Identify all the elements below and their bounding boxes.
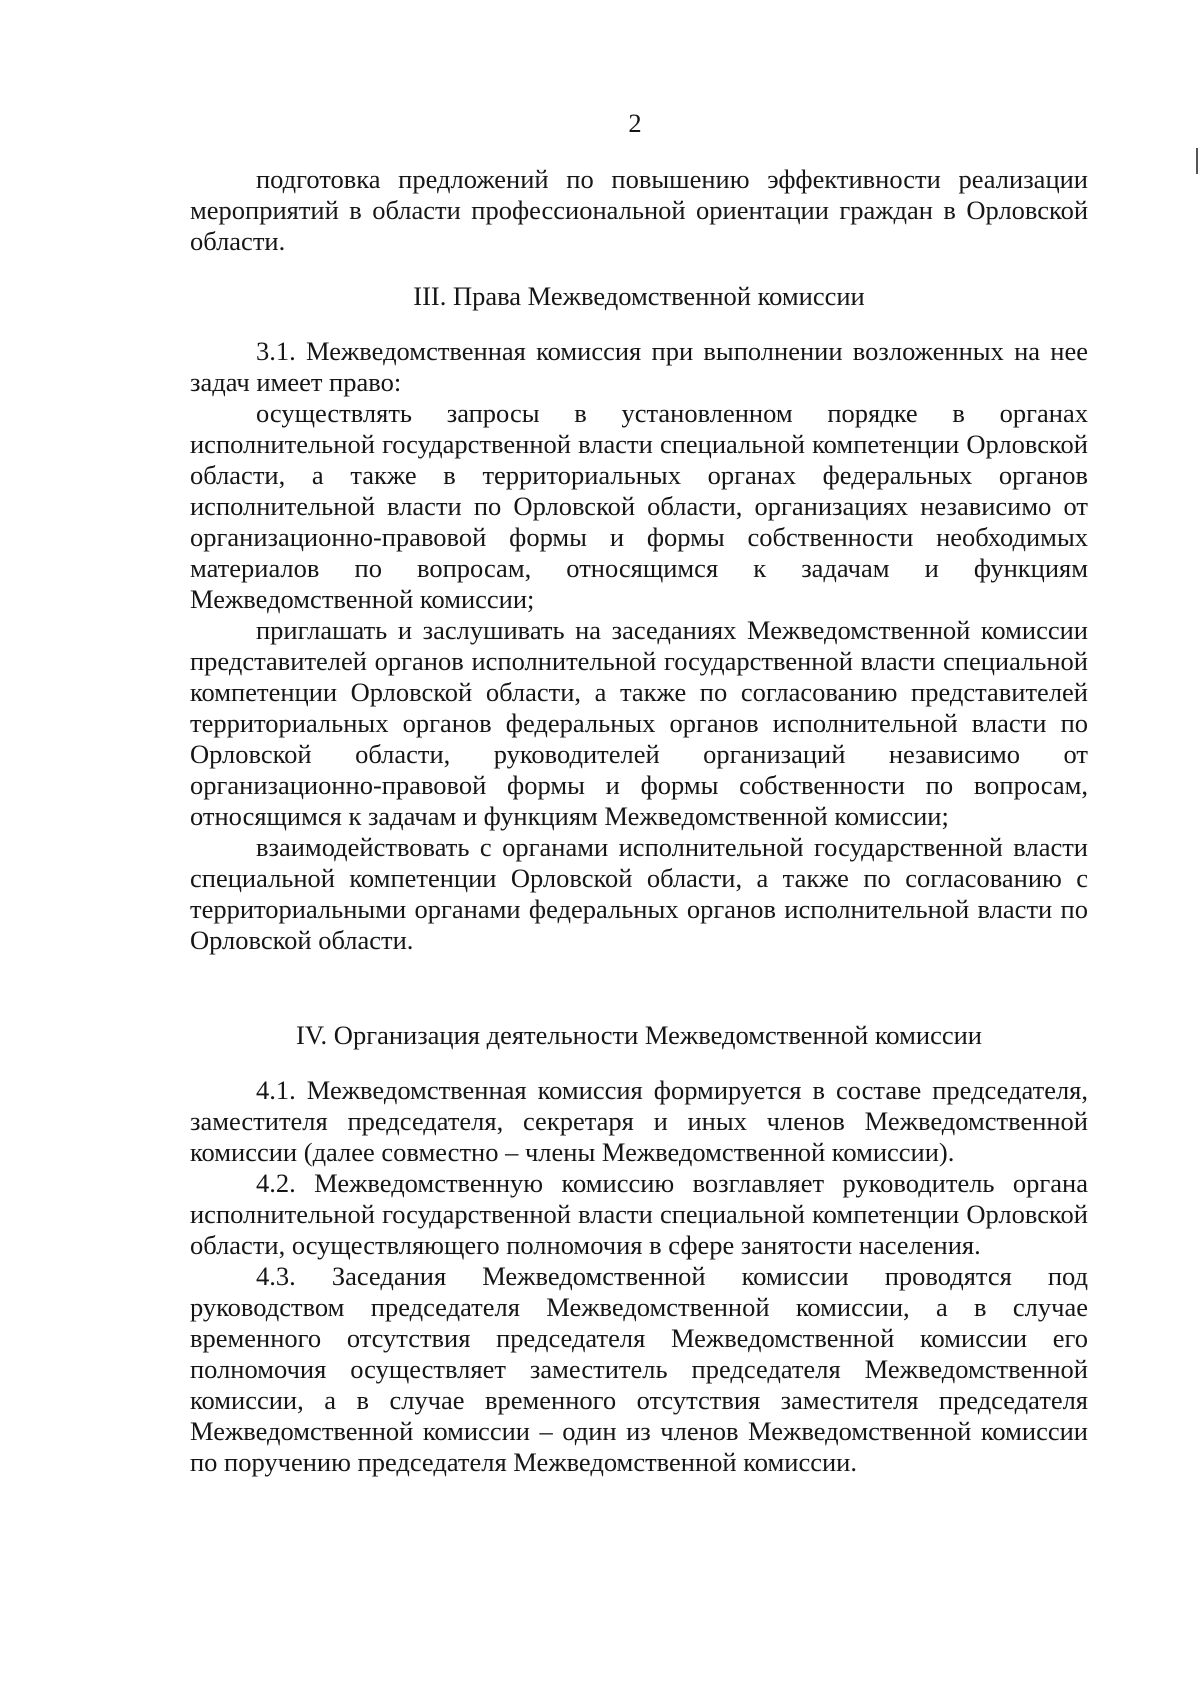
spacer [190, 1051, 1088, 1075]
intro-paragraph: подготовка предложений по повышению эффективности реализации мероприятий в области профессиональной ориентации граждан в Орловской области. [190, 164, 1088, 256]
paragraph-3-1: 3.1. Межведомственная комиссия при выполнении возложенных на нее задач имеет право: [190, 336, 1088, 397]
page-number: 2 [628, 108, 642, 138]
rights-item-interact: взаимодействовать с органами исполнительной государственной власти специальной компетенции Орловской области, а также по согласованию с территориальными органами федеральных органов исполнительной власти по Орловской области. [190, 832, 1088, 955]
rights-item-requests: осуществлять запросы в установленном порядке в органах исполнительной государственной власти специальной компетенции Орловской области, а также в территориальных органах федеральных органов исполнительной власти по Орловской области, организациях независимо от организационно-правовой формы и формы собственности необходимых материалов по вопросам, относящимся к задачам и функциям Межведомственной комиссии; [190, 398, 1088, 614]
scan-edge-mark [1196, 148, 1198, 174]
section-4-heading: IV. Организация деятельности Межведомственной комиссии [296, 1020, 982, 1050]
section-3-heading: III. Права Межведомственной комиссии [413, 281, 865, 311]
spacer [190, 257, 1088, 281]
paragraph-4-3: 4.3. Заседания Межведомственной комиссии проводятся под руководством председателя Межведомственной комиссии, а в случае временного отсутствия председателя Межведомственной комиссии его полномочия осуществляет заместитель председателя Межведомственной комиссии, а в случае временного отсутствия заместителя председателя Межведомственной комиссии – один из членов Межведомственной комиссии по поручению председателя Межведомственной комиссии. [190, 1261, 1088, 1477]
paragraph-4-1: 4.1. Межведомственная комиссия формируется в составе председателя, заместителя председателя, секретаря и иных членов Межведомственной комиссии (далее совместно – члены Межведомственной комиссии). [190, 1075, 1088, 1167]
rights-item-invite: приглашать и заслушивать на заседаниях Межведомственной комиссии представителей органов исполнительной государственной власти специальной компетенции Орловской области, а также по согласованию представителей территориальных органов федеральных органов исполнительной власти по Орловской области, руководителей организаций независимо от организационно-правовой формы и формы собственности по вопросам, относящимся к задачам и функциям Межведомственной комиссии; [190, 615, 1088, 831]
paragraph-4-2: 4.2. Межведомственную комиссию возглавляет руководитель органа исполнительной государственной власти специальной компетенции Орловской области, осуществляющего полномочия в сфере занятости населения. [190, 1168, 1088, 1260]
document-body [190, 164, 1088, 1478]
spacer [190, 956, 1088, 1020]
spacer [190, 312, 1088, 336]
